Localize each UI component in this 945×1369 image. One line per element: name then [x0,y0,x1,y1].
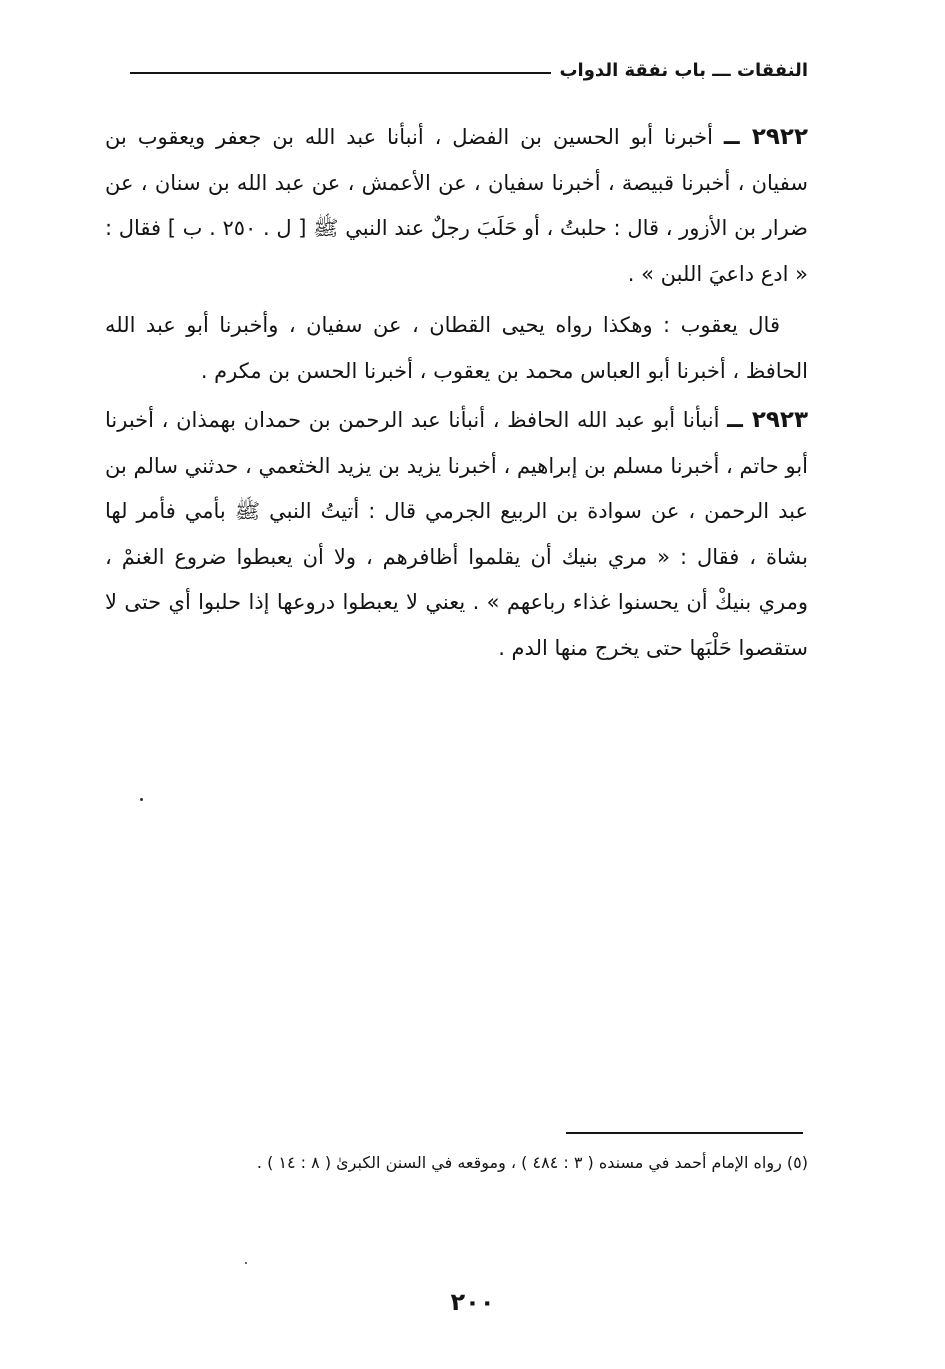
hadith-text: أخبرنا أبو الحسين بن الفضل ، أنبأنا عبد الله بن جعفر ويعقوب بن سفيان ، أخبرنا قبيصة ، أخبرنا سفيان ، عن الأعمش ، عن عبد الله بن سنان ، عن ضرار بن الأزور ، قال : حلبتُ ، أو حَلَبَ رجلٌ عند النبي ﷺ [ ل . ٢٥٠ . ب ] فقال : « ادع داعيَ اللبن » . [105,125,808,286]
yaqub-note [105,303,808,394]
hadith-text: أنبأنا أبو عبد الله الحافظ ، أنبأنا عبد الرحمن بن حمدان بهمذان ، أخبرنا أبو حاتم ، أخبرنا مسلم بن إبراهيم ، أخبرنا يزيد بن يزيد الخثعمي ، حدثني سالم بن عبد الرحمن ، عن سوادة بن الربيع الجرمي قال : أتيتُ النبي ﷺ بأمي فأمر لها بشاة ، فقال : « مري بنيك أن يقلموا أظافرهم ، ولا أن يعبطوا ضروع الغنمْ ، ومري بنيكْ أن يحسنوا غذاء رباعهم » . يعني لا يعبطوا دروعها إذا حلبوا أي حتى لا ستقصوا حَلْبَها حتى يخرج منها الدم . [105,408,808,660]
scan-speck [140,798,143,801]
hadith-number: ٢٩٢٢ ــ [723,124,808,150]
footnote: (٥) رواه الإمام أحمد في مسنده ( ٣ : ٤٨٤ ) ، وموقعه في السنن الكبرىٰ ( ٨ : ١٤ ) . [256,1153,808,1172]
running-title: النفقات ـــ باب نفقة الدواب [559,60,808,81]
running-header [130,60,808,81]
footnote-separator [566,1132,803,1134]
scan-speck [245,1262,247,1264]
header-rule [130,72,551,74]
page-number: ٢٠٠ [450,1288,495,1316]
note-text: قال يعقوب : وهكذا رواه يحيى القطان ، عن سفيان ، وأخبرنا أبو عبد الله الحافظ ، أخبرنا أبو العباس محمد بن يعقوب ، أخبرنا الحسن بن مكرم . [105,313,808,383]
hadith-2923 [105,398,808,671]
hadith-2922 [105,115,808,297]
main-text [105,115,808,675]
hadith-number: ٢٩٢٣ ــ [727,407,808,433]
